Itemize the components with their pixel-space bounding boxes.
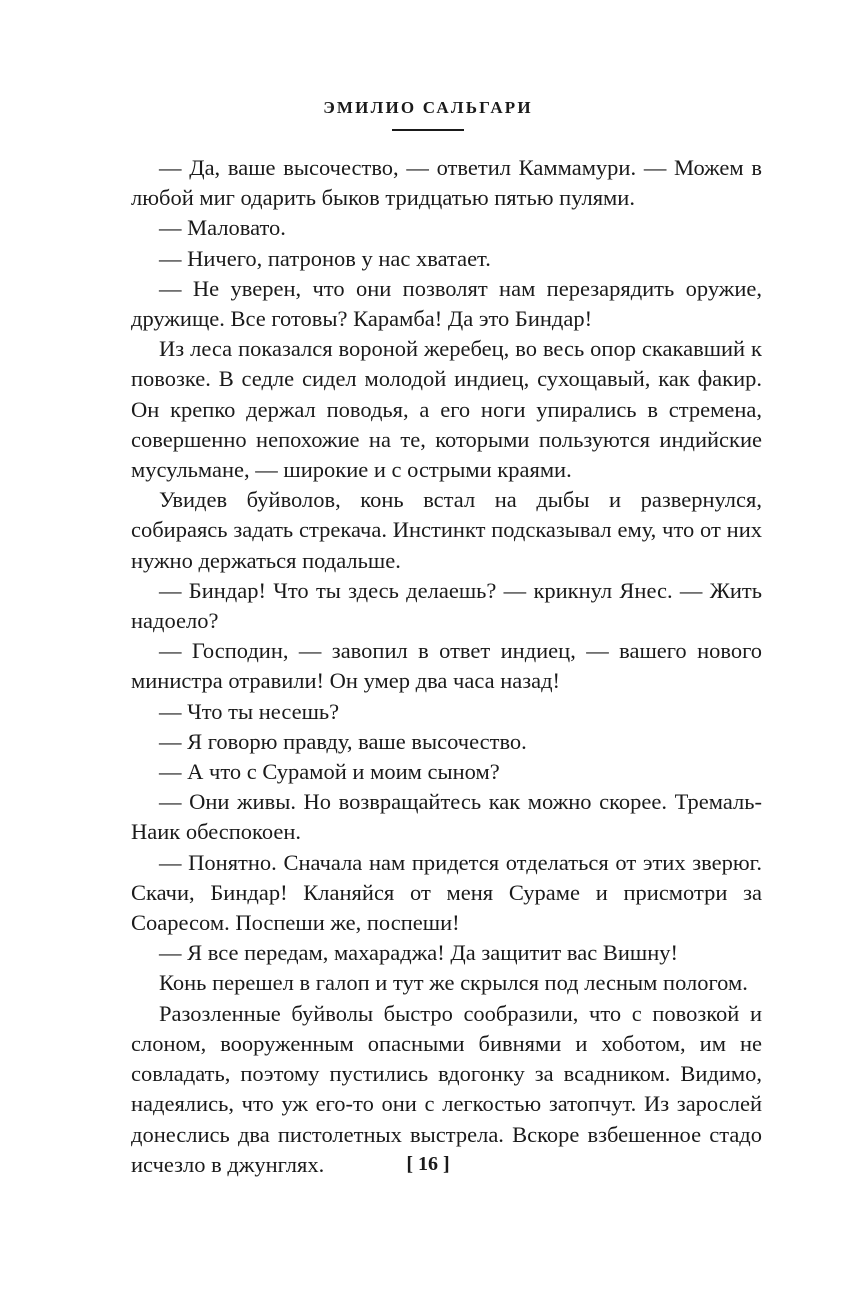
paragraph: — Я все передам, махараджа! Да защитит вас Вишну! bbox=[159, 940, 678, 966]
paragraph: Конь перешел в галоп и тут же скрылся под лесным пологом. bbox=[159, 970, 748, 996]
paragraph: — Они живы. Но возвращайтесь как можно скорее. Тремаль-Наик обеспокоен. bbox=[131, 789, 762, 845]
header-divider bbox=[392, 129, 464, 131]
paragraph: Разозленные буйволы быстро сообразили, что с повозкой и слоном, вооруженным опасными бивнями и хоботом, им не совладать, поэтому пустились вдогонку за всадником. Видимо, надеялись, что уж его-то они с легкостью затопчут. Из зарослей донеслись два пистолетных выстрела. Вскоре взбешенное стадо исчезло в джунглях. bbox=[131, 1000, 762, 1177]
paragraph: — Биндар! Что ты здесь делаешь? — крикнул Янес. — Жить надоело? bbox=[131, 577, 762, 634]
page-body bbox=[131, 153, 762, 1180]
running-title: ЭМИЛИО САЛЬГАРИ bbox=[323, 98, 533, 117]
paragraph: Увидев буйволов, конь встал на дыбы и развернулся, собираясь задать стрекача. Инстинкт подсказывал ему, что от них нужно держаться подальше. bbox=[131, 487, 762, 573]
paragraph: — Не уверен, что они позволят нам перезарядить оружие, дружище. Все готовы? Карамба! Да это Биндар! bbox=[131, 275, 762, 332]
paragraph: — Что ты несешь? bbox=[159, 698, 340, 724]
paragraph: Из леса показался вороной жеребец, во весь опор скакавший к повозке. В седле сидел молодой индиец, сухощавый, как факир. Он крепко держал поводья, а его ноги упирались в стремена, совершенно непохожие на те, которыми пользуются индийские мусульмане, — широкие и с острыми краями. bbox=[131, 336, 762, 483]
paragraph: — А что с Сурамой и моим сыном? bbox=[159, 759, 500, 785]
paragraph: — Я говорю правду, ваше высочество. bbox=[159, 728, 527, 754]
paragraph: — Ничего, патронов у нас хватает. bbox=[159, 245, 491, 271]
paragraph: — Господин, — завопил в ответ индиец, — вашего нового министра отравили! Он умер два часа назад! bbox=[131, 638, 762, 694]
paragraph: — Маловато. bbox=[159, 215, 286, 241]
paragraph: — Понятно. Сначала нам придется отделаться от этих зверюг. Скачи, Биндар! Кланяйся от меня Сураме и присмотри за Соаресом. Поспеши же, поспеши! bbox=[131, 849, 762, 936]
paragraph: — Да, ваше высочество, — ответил Каммамури. — Можем в любой миг одарить быков тридцатью пятью пулями. bbox=[131, 155, 762, 211]
page-number: [ 16 ] bbox=[406, 1153, 450, 1175]
